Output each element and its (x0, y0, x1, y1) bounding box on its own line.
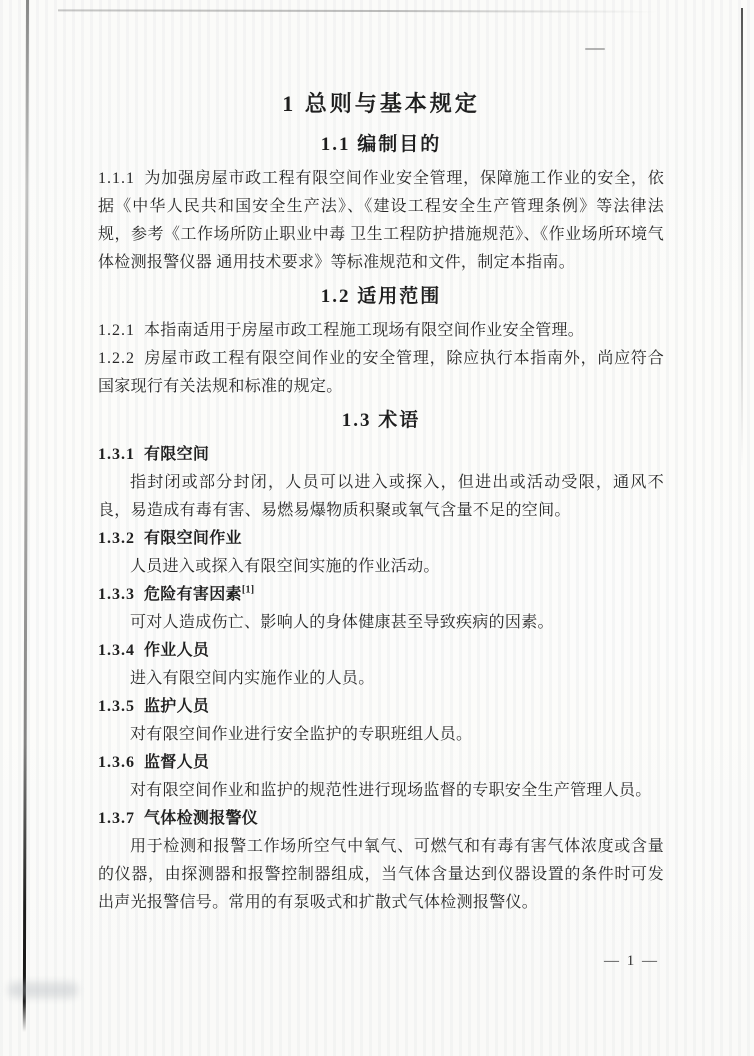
scan-artifact-dash (585, 48, 605, 50)
clause-text: 本指南适用于房屋市政工程施工现场有限空间作业安全管理。 (144, 322, 585, 339)
clause-number: 1.1.1 (98, 170, 135, 187)
term-definition-1-3-7: 用于检测和报警工作场所空气中氧气、可燃气和有毒有害气体浓度或含量的仪器，由探测器和报警控制器组成，当气体含量达到仪器设置的条件时可发出声光报警信号。常用的有泵吸式和扩散式气体检测报警仪。 (98, 838, 664, 911)
term-heading-1-3-1 (98, 441, 664, 469)
term-heading-1-3-7 (98, 805, 664, 833)
clause-number: 1.2.1 (98, 322, 135, 339)
term-number: 1.3.4 (98, 642, 135, 659)
term-heading-1-3-4 (98, 637, 664, 665)
term-heading-1-3-2 (98, 525, 664, 553)
term-number: 1.3.6 (98, 754, 135, 771)
section-heading-1-1: 1.1 编制目的 (320, 134, 442, 155)
clause-text: 房屋市政工程有限空间作业的安全管理，除应执行本指南外，尚应符合国家现行有关法规和标准的规定。 (98, 350, 664, 395)
term-definition-1-3-4: 进入有限空间内实施作业的人员。 (130, 670, 375, 687)
term-name: 有限空间作业 (144, 530, 242, 547)
term-name: 有限空间 (144, 446, 210, 463)
term-number: 1.3.7 (98, 810, 135, 827)
scan-artifact-top-edge-line (58, 9, 658, 12)
scan-artifact-smudge (8, 982, 78, 998)
term-name: 气体检测报警仪 (144, 810, 259, 827)
document-content (98, 90, 664, 917)
clause-1-2-2 (98, 345, 664, 401)
term-definition-1-3-1: 指封闭或部分封闭，人员可以进入或探入，但进出或活动受限，通风不良，易造成有毒有害、易燃易爆物质积聚或氧气含量不足的空间。 (98, 474, 664, 519)
term-definition-1-3-5: 对有限空间作业进行安全监护的专职班组人员。 (130, 726, 473, 743)
term-number: 1.3.1 (98, 446, 135, 463)
term-definition-1-3-6: 对有限空间作业和监护的规范性进行现场监督的专职安全生产管理人员。 (130, 782, 652, 799)
clause-text: 为加强房屋市政工程有限空间作业安全管理，保障施工作业的安全，依据《中华人民共和国安全生产法》、《建设工程安全生产管理条例》等法律法规，参考《工作场所防止职业中毒 卫生工程防护措施规范》、《作业场所环境气体检测报警仪器 通用技术要求》等标准规范和文件，制定本指南。 (98, 170, 664, 271)
term-name: 监护人员 (144, 698, 210, 715)
term-heading-1-3-3 (98, 581, 664, 609)
term-name: 危险有害因素 (144, 586, 242, 603)
term-definition-1-3-2: 人员进入或探入有限空间实施的作业活动。 (130, 558, 440, 575)
page-number: — 1 — (604, 953, 659, 969)
term-name: 监督人员 (144, 754, 210, 771)
term-name: 作业人员 (144, 642, 210, 659)
term-heading-1-3-6 (98, 749, 664, 777)
term-heading-1-3-5 (98, 693, 664, 721)
clause-1-2-1 (98, 317, 664, 345)
clause-number: 1.2.2 (98, 350, 135, 367)
scan-artifact-right-edge-line (741, 8, 743, 468)
term-number: 1.3.2 (98, 530, 135, 547)
section-heading-1-2: 1.2 适用范围 (320, 286, 442, 307)
section-heading-1-3: 1.3 术语 (341, 410, 421, 431)
term-number: 1.3.5 (98, 698, 135, 715)
term-number: 1.3.3 (98, 586, 135, 603)
term-footnote-ref: [1] (241, 584, 255, 596)
chapter-title: 1 总则与基本规定 (282, 91, 480, 116)
clause-1-1-1 (98, 165, 664, 277)
term-definition-1-3-3: 可对人造成伤亡、影响人的身体健康甚至导致疾病的因素。 (130, 614, 554, 631)
scan-artifact-left-fold-line (23, 0, 29, 1032)
